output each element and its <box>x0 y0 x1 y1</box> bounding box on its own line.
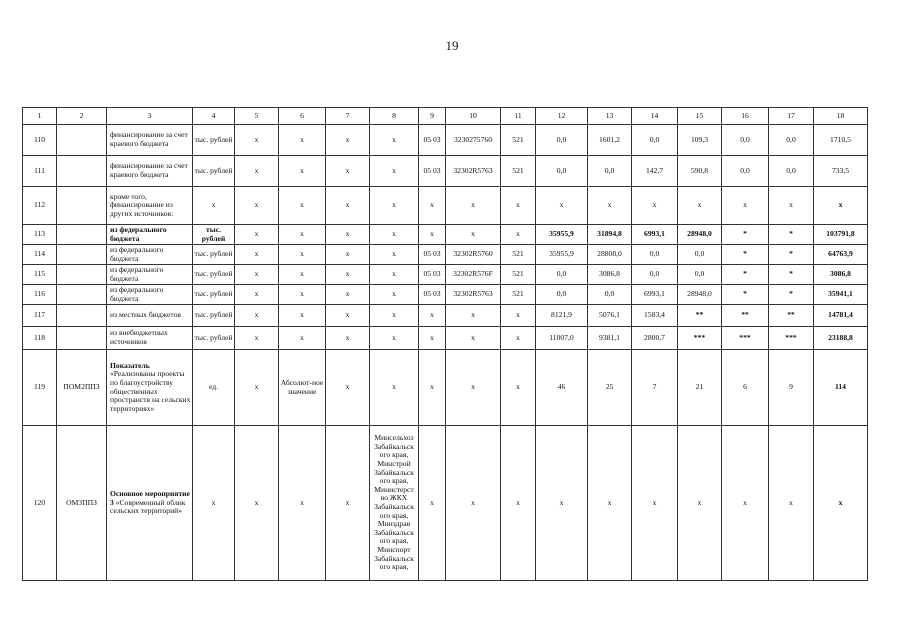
table-cell: x <box>279 125 326 156</box>
table-cell: x <box>370 225 419 245</box>
table-cell: x <box>446 305 501 327</box>
table-cell: тыс. рублей <box>193 225 235 245</box>
table-cell: * <box>769 265 814 285</box>
table-cell: x <box>370 350 419 426</box>
header-cell: 13 <box>588 108 632 125</box>
table-cell: 103791,8 <box>814 225 868 245</box>
table-cell: x <box>326 285 370 305</box>
name-cell: из федерального бюджета <box>107 225 193 245</box>
header-cell: 11 <box>501 108 536 125</box>
table-cell: 120 <box>23 426 57 581</box>
table-cell: x <box>632 426 678 581</box>
header-cell: 4 <box>193 108 235 125</box>
header-cell: 10 <box>446 108 501 125</box>
table-cell: x <box>814 187 868 225</box>
table-cell: 3086,8 <box>814 265 868 285</box>
table-cell: 590,8 <box>678 156 722 187</box>
table-cell: x <box>235 225 279 245</box>
table-cell: 9 <box>769 350 814 426</box>
table-cell: 110 <box>23 125 57 156</box>
table-cell: 28808,0 <box>588 245 632 265</box>
header-row <box>23 108 868 125</box>
table-cell: 117 <box>23 305 57 327</box>
table-cell: 32302R576F <box>446 265 501 285</box>
table-cell: x <box>370 245 419 265</box>
table-row <box>23 426 868 581</box>
table-cell: 119 <box>23 350 57 426</box>
table-cell: x <box>769 426 814 581</box>
table-cell: x <box>501 426 536 581</box>
name-cell: из федерального бюджета <box>107 265 193 285</box>
table-cell: x <box>370 265 419 285</box>
table-cell: x <box>419 225 446 245</box>
header-cell: 5 <box>235 108 279 125</box>
table-cell: 14781,4 <box>814 305 868 327</box>
table-cell: 31894,8 <box>588 225 632 245</box>
table-cell: 28948,0 <box>678 285 722 305</box>
table-cell: 521 <box>501 156 536 187</box>
table-cell: x <box>501 225 536 245</box>
table-cell: x <box>678 426 722 581</box>
table-cell: * <box>722 245 769 265</box>
header-cell: 7 <box>326 108 370 125</box>
table-cell: 521 <box>501 285 536 305</box>
table-cell: x <box>370 187 419 225</box>
table-cell: x <box>235 187 279 225</box>
header-cell: 14 <box>632 108 678 125</box>
table-cell: 3086,8 <box>588 265 632 285</box>
table-cell: x <box>279 327 326 350</box>
table-cell: x <box>814 426 868 581</box>
table-cell: 46 <box>536 350 588 426</box>
table-cell: * <box>769 285 814 305</box>
table-cell <box>57 245 107 265</box>
table-cell: x <box>279 245 326 265</box>
table-row <box>23 245 868 265</box>
table-row <box>23 187 868 225</box>
table-cell: x <box>588 187 632 225</box>
name-cell-title: Основное мероприятие 3 <box>110 489 190 507</box>
table-cell: 64763,9 <box>814 245 868 265</box>
table-cell: 0,0 <box>632 265 678 285</box>
table-cell <box>57 225 107 245</box>
table-cell <box>57 187 107 225</box>
table-cell: 7 <box>632 350 678 426</box>
table-cell: 5076,1 <box>588 305 632 327</box>
table-cell: x <box>419 187 446 225</box>
table-cell: 0,0 <box>536 265 588 285</box>
table-cell: 521 <box>501 125 536 156</box>
table-cell: x <box>235 125 279 156</box>
table-cell: * <box>722 225 769 245</box>
table-cell: 05 03 <box>419 265 446 285</box>
page-number: 19 <box>445 38 459 53</box>
table-cell: x <box>279 265 326 285</box>
table-cell: 142,7 <box>632 156 678 187</box>
table-cell: 521 <box>501 245 536 265</box>
table-cell: x <box>501 350 536 426</box>
header-cell: 18 <box>814 108 868 125</box>
table-cell: x <box>235 245 279 265</box>
table-cell: x <box>419 305 446 327</box>
table-cell: 0,0 <box>588 156 632 187</box>
table-cell: x <box>326 327 370 350</box>
table-cell: 0,0 <box>536 125 588 156</box>
table-cell: x <box>279 426 326 581</box>
table-cell: x <box>326 156 370 187</box>
table-cell: x <box>235 327 279 350</box>
name-cell: финансирование за счет краевого бюджета <box>107 125 193 156</box>
table-cell: x <box>279 187 326 225</box>
table-cell: x <box>326 426 370 581</box>
table-cell: 05 03 <box>419 245 446 265</box>
table-cell: 114 <box>814 350 868 426</box>
table-cell: ед. <box>193 350 235 426</box>
table-cell: x <box>419 327 446 350</box>
table-cell: x <box>279 305 326 327</box>
table-cell <box>57 265 107 285</box>
table-cell: * <box>769 225 814 245</box>
table-cell: x <box>446 187 501 225</box>
table-cell: 0,0 <box>722 125 769 156</box>
table-cell: ** <box>722 305 769 327</box>
header-cell: 9 <box>419 108 446 125</box>
header-cell: 3 <box>107 108 193 125</box>
table-cell: x <box>326 265 370 285</box>
name-cell: из местных бюджетов <box>107 305 193 327</box>
table-cell: 0,0 <box>588 285 632 305</box>
table-cell: 733,5 <box>814 156 868 187</box>
table-cell: 9381,1 <box>588 327 632 350</box>
table-cell: x <box>193 187 235 225</box>
table-cell: 6993,1 <box>632 225 678 245</box>
table-cell: 1583,4 <box>632 305 678 327</box>
table-cell: ОМ3ППЗ <box>57 426 107 581</box>
table-cell: x <box>235 265 279 285</box>
table-cell: тыс. рублей <box>193 327 235 350</box>
table-cell: 116 <box>23 285 57 305</box>
table-cell: x <box>446 327 501 350</box>
table-cell: 35941,1 <box>814 285 868 305</box>
table-cell: 0,0 <box>536 156 588 187</box>
table-cell: x <box>326 125 370 156</box>
table-cell: ** <box>678 305 722 327</box>
table-cell: 32302R5760 <box>446 245 501 265</box>
table-cell: 111 <box>23 156 57 187</box>
table-cell: ПОМ2ППЗ <box>57 350 107 426</box>
table-cell: x <box>279 285 326 305</box>
header-cell: 17 <box>769 108 814 125</box>
table-cell: x <box>370 156 419 187</box>
table-cell: 1601,2 <box>588 125 632 156</box>
table-cell: тыс. рублей <box>193 305 235 327</box>
table-row <box>23 327 868 350</box>
table-cell: x <box>446 225 501 245</box>
header-cell: 8 <box>370 108 419 125</box>
table-row <box>23 350 868 426</box>
table-cell: x <box>326 225 370 245</box>
name-cell-text: «Реализованы проекты по благоустройству общественных пространств на сельских территориях» <box>110 369 191 413</box>
table-cell: 6 <box>722 350 769 426</box>
table-cell <box>57 305 107 327</box>
name-cell-text: «Современный облик сельских территорий» <box>110 497 186 516</box>
table-cell: 112 <box>23 187 57 225</box>
table-row <box>23 156 868 187</box>
table-row <box>23 285 868 305</box>
table-cell: 28948,0 <box>678 225 722 245</box>
table-cell: 114 <box>23 245 57 265</box>
table-cell: x <box>193 426 235 581</box>
table-cell: x <box>722 426 769 581</box>
table-cell: 11007,0 <box>536 327 588 350</box>
table-cell: 32302R5763 <box>446 156 501 187</box>
table-cell: x <box>235 156 279 187</box>
table-cell: x <box>326 245 370 265</box>
table-cell <box>57 285 107 305</box>
table-cell: 35955,9 <box>536 245 588 265</box>
table-row <box>23 305 868 327</box>
table-cell: x <box>326 187 370 225</box>
table-cell: 0,0 <box>769 156 814 187</box>
table-cell: x <box>370 125 419 156</box>
header-cell: 6 <box>279 108 326 125</box>
table-cell: x <box>588 426 632 581</box>
table-cell: 0,0 <box>769 125 814 156</box>
table-cell: x <box>326 305 370 327</box>
table-cell: Минсельхоз Забайкальск ого края, Минстрой Забайкальск ого края, Министерст во ЖКХ Забайкальск ого края, Минздрав Забайкальск ого края, Минспорт Забайкальск ого края, <box>370 426 419 581</box>
table-cell: 0,0 <box>678 245 722 265</box>
table-cell: ** <box>769 305 814 327</box>
table-cell: 05 03 <box>419 156 446 187</box>
table-cell: * <box>722 285 769 305</box>
table-cell: x <box>536 426 588 581</box>
table-cell: x <box>370 305 419 327</box>
table-cell: x <box>501 305 536 327</box>
table-cell: 0,0 <box>632 125 678 156</box>
name-cell-title: Показатель <box>110 360 150 370</box>
table-row <box>23 225 868 245</box>
table-cell: x <box>235 426 279 581</box>
table-cell: 115 <box>23 265 57 285</box>
table-cell: x <box>446 426 501 581</box>
name-cell: из внебюджетных источников <box>107 327 193 350</box>
header-cell: 2 <box>57 108 107 125</box>
table-cell: * <box>722 265 769 285</box>
table-cell: x <box>419 426 446 581</box>
table-cell: 0,0 <box>632 245 678 265</box>
name-cell: из федерального бюджета <box>107 285 193 305</box>
table-cell: тыс. рублей <box>193 245 235 265</box>
table-cell: 05 03 <box>419 125 446 156</box>
table-cell: тыс. рублей <box>193 125 235 156</box>
budget-table <box>22 107 868 581</box>
table-cell: x <box>370 327 419 350</box>
name-cell <box>107 350 193 426</box>
table-cell: x <box>279 225 326 245</box>
table-cell: 21 <box>678 350 722 426</box>
table-cell: x <box>326 350 370 426</box>
table-cell: 1710,5 <box>814 125 868 156</box>
table-cell: x <box>446 350 501 426</box>
table-cell: 32302R5763 <box>446 285 501 305</box>
table-cell: * <box>769 245 814 265</box>
header-cell: 16 <box>722 108 769 125</box>
table-cell: 3230275760 <box>446 125 501 156</box>
table-cell: x <box>235 285 279 305</box>
table-cell: x <box>501 187 536 225</box>
table-cell: 118 <box>23 327 57 350</box>
table-cell: *** <box>678 327 722 350</box>
table-cell: 0,0 <box>722 156 769 187</box>
table-cell <box>57 125 107 156</box>
table-row <box>23 265 868 285</box>
table-cell: x <box>235 305 279 327</box>
table-cell: x <box>632 187 678 225</box>
table-cell: 0,0 <box>536 285 588 305</box>
table-cell: Абсолют-ное значение <box>279 350 326 426</box>
table-cell: 113 <box>23 225 57 245</box>
name-cell: финансирование за счет краевого бюджета <box>107 156 193 187</box>
table-cell: x <box>678 187 722 225</box>
table-cell: 35955,9 <box>536 225 588 245</box>
table-cell: x <box>536 187 588 225</box>
table-cell: x <box>722 187 769 225</box>
table-cell: тыс. рублей <box>193 285 235 305</box>
header-cell: 12 <box>536 108 588 125</box>
table-cell: x <box>235 350 279 426</box>
name-cell: из федерального бюджета <box>107 245 193 265</box>
table-cell: x <box>279 156 326 187</box>
table-cell: 8121,9 <box>536 305 588 327</box>
table-cell: x <box>769 187 814 225</box>
table-cell: тыс. рублей <box>193 156 235 187</box>
table-cell: x <box>419 350 446 426</box>
table-row <box>23 125 868 156</box>
table-cell <box>57 156 107 187</box>
table-cell: *** <box>722 327 769 350</box>
table-cell: 05 03 <box>419 285 446 305</box>
table-cell: 2800,7 <box>632 327 678 350</box>
table-cell: x <box>501 327 536 350</box>
table-cell: 521 <box>501 265 536 285</box>
header-cell: 15 <box>678 108 722 125</box>
name-cell <box>107 426 193 581</box>
name-cell: кроме того, финансирование из других источников: <box>107 187 193 225</box>
table-cell <box>57 327 107 350</box>
table-cell: 6993,1 <box>632 285 678 305</box>
table-cell: 109,3 <box>678 125 722 156</box>
table-cell: *** <box>769 327 814 350</box>
table-cell: x <box>370 285 419 305</box>
table-cell: 25 <box>588 350 632 426</box>
table-cell: тыс. рублей <box>193 265 235 285</box>
table-cell: 0,0 <box>678 265 722 285</box>
header-cell: 1 <box>23 108 57 125</box>
table-cell: 23188,8 <box>814 327 868 350</box>
